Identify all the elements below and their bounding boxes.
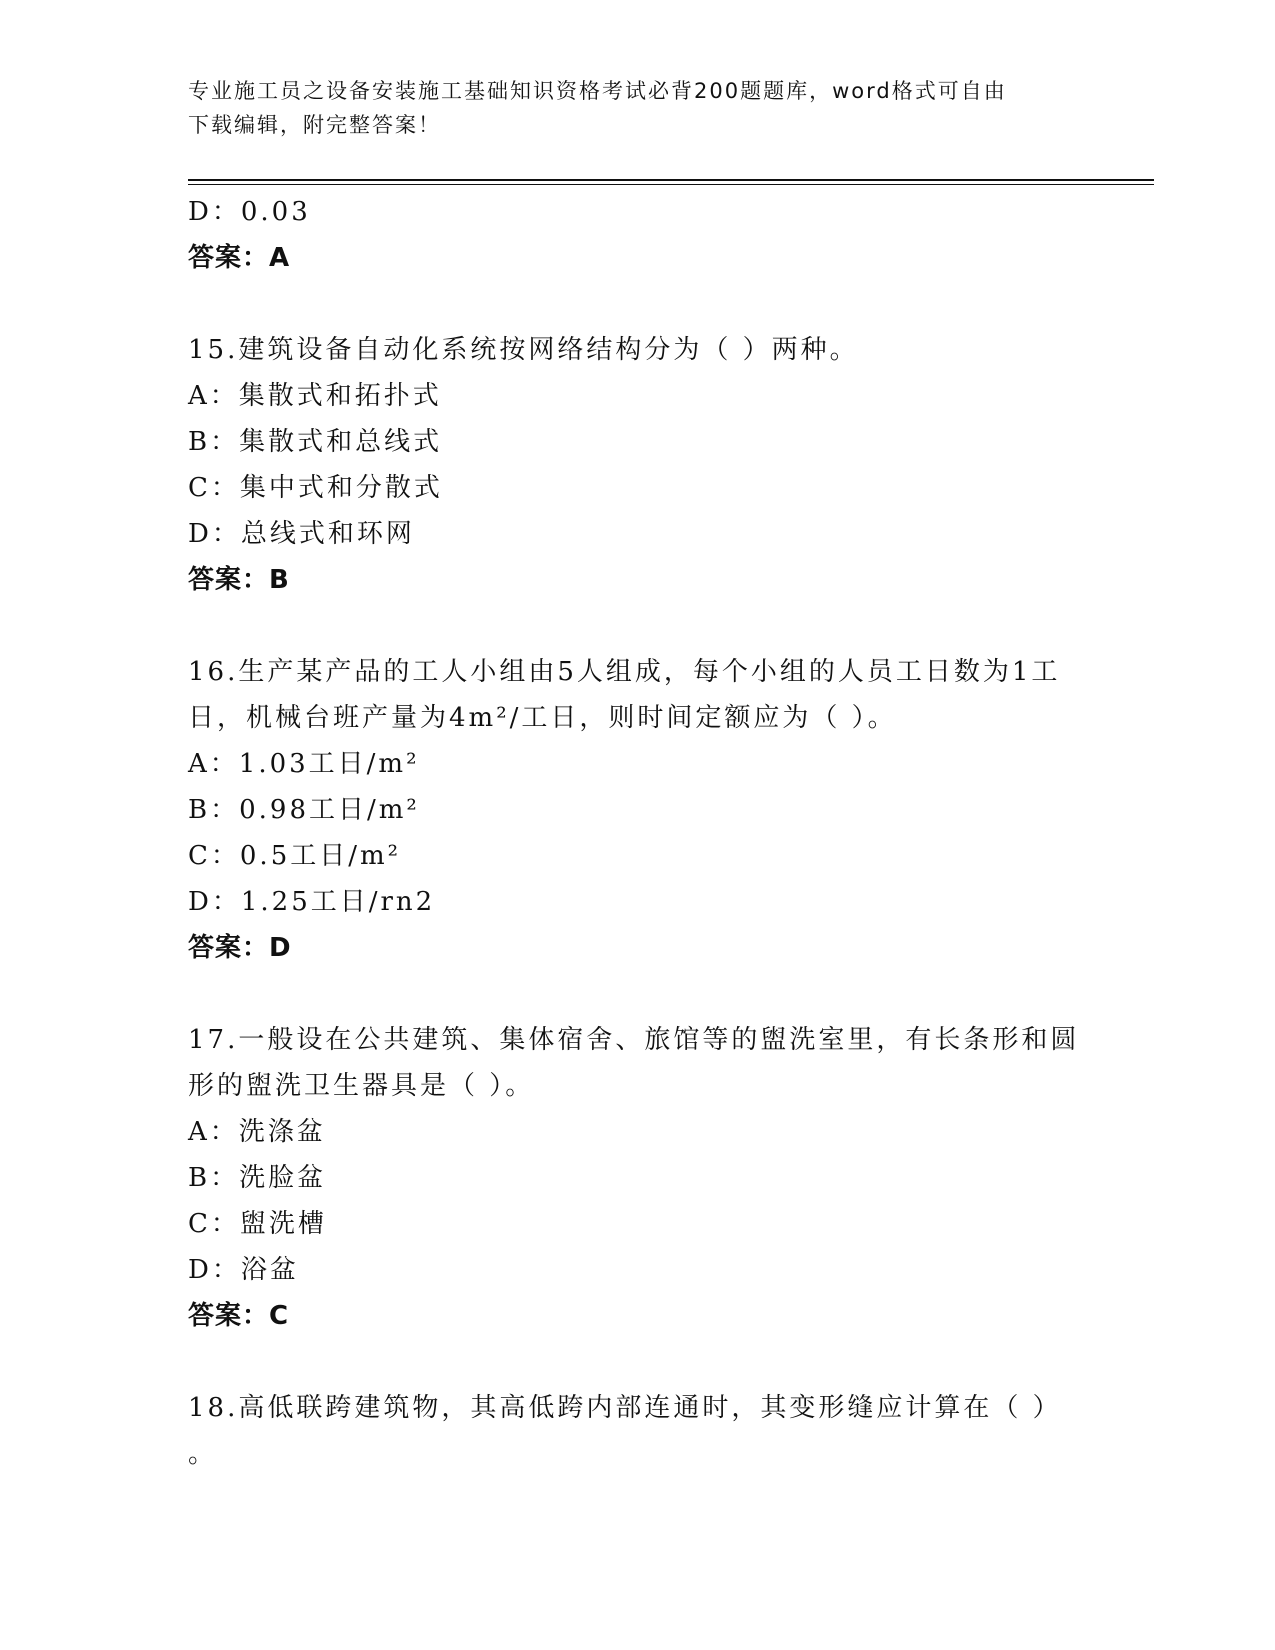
question-stem: 15.建筑设备自动化系统按网络结构分为（ ）两种。 <box>188 335 859 365</box>
option-d: D：总线式和环网 <box>188 519 415 549</box>
question-15 <box>188 327 1088 603</box>
option-c: C：盥洗槽 <box>188 1209 327 1239</box>
option-c: C：集中式和分散式 <box>188 473 443 503</box>
option-d: D：0.03 <box>188 197 311 227</box>
header-line-2: 下载编辑，附完整答案！ <box>188 113 441 137</box>
option-a: A：洗涤盆 <box>188 1117 326 1147</box>
question-stem-line-2: 。 <box>188 1439 218 1469</box>
question-17 <box>188 1017 1088 1339</box>
option-c: C：0.5工日/m² <box>188 841 402 871</box>
question-stem-line-1: 16.生产某产品的工人小组由5人组成，每个小组的人员工日数为1工 <box>188 657 1061 687</box>
option-b: B：0.98工日/m² <box>188 795 420 825</box>
option-d: D：1.25工日/rn2 <box>188 887 436 917</box>
option-b: B：集散式和总线式 <box>188 427 443 457</box>
question-16 <box>188 649 1088 971</box>
answer-line: 答案：B <box>188 565 290 595</box>
option-b: B：洗脸盆 <box>188 1163 327 1193</box>
header-divider-thick <box>188 179 1154 181</box>
question-stem-line-2: 形的盥洗卫生器具是（ ）。 <box>188 1071 535 1101</box>
option-a: A：1.03工日/m² <box>188 749 420 779</box>
question-14-tail <box>188 189 1088 281</box>
header-line-1: 专业施工员之设备安装施工基础知识资格考试必背200题题库，word格式可自由 <box>188 79 1007 103</box>
answer-line: 答案：A <box>188 243 291 273</box>
question-stem-line-1: 18.高低联跨建筑物，其高低跨内部连通时，其变形缝应计算在（ ） <box>188 1393 1062 1423</box>
question-stem-line-1: 17.一般设在公共建筑、集体宿舍、旅馆等的盥洗室里，有长条形和圆 <box>188 1025 1080 1055</box>
answer-line: 答案：D <box>188 933 292 963</box>
question-18 <box>188 1385 1088 1477</box>
document-header <box>188 74 1088 142</box>
header-divider-thin <box>188 184 1154 185</box>
question-stem-line-2: 日，机械台班产量为4m²/工日，则时间定额应为（ ）。 <box>188 703 897 733</box>
option-a: A：集散式和拓扑式 <box>188 381 442 411</box>
question-list <box>188 189 1088 1477</box>
option-d: D：浴盆 <box>188 1255 299 1285</box>
answer-line: 答案：C <box>188 1301 290 1331</box>
